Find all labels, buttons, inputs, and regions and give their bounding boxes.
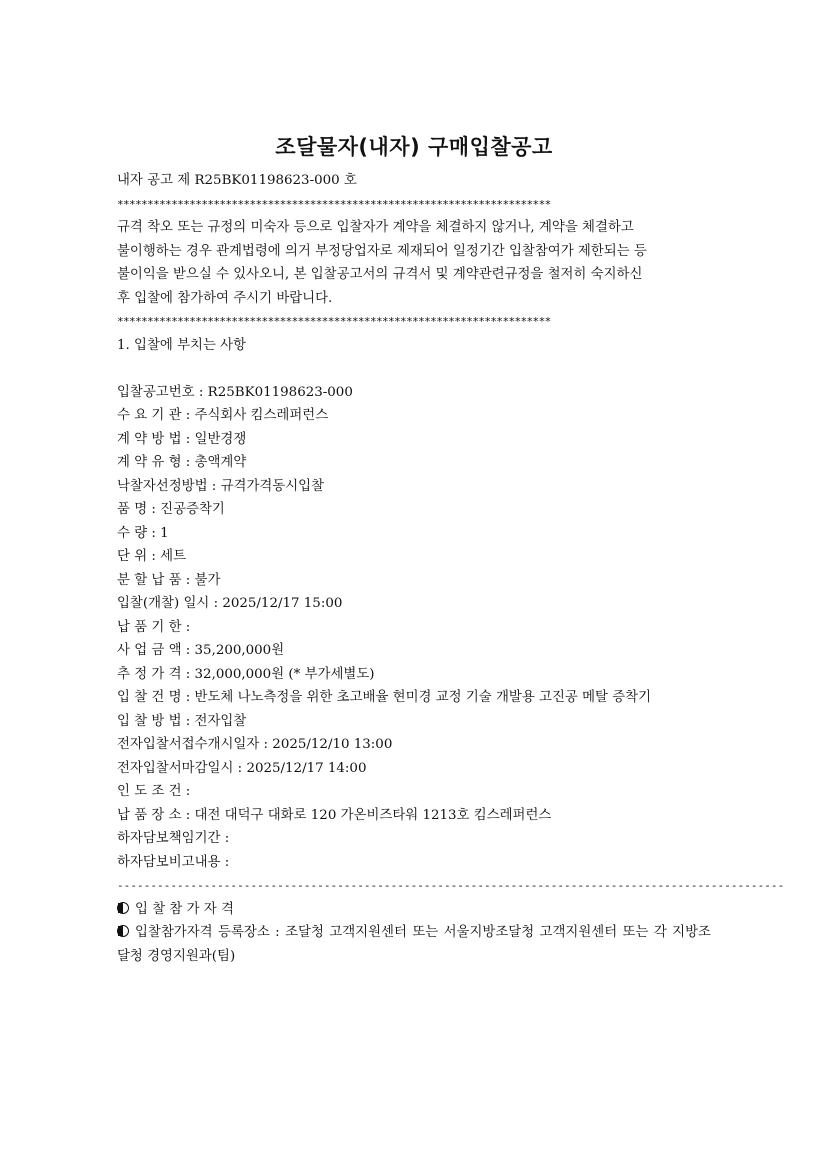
item-name: 품 명 : 진공증착기 xyxy=(117,502,225,517)
project-amount: 사 업 금 액 : 35,200,000원 xyxy=(117,643,285,658)
dash-divider: ---------------------------------------------------------------------------------------------------- xyxy=(117,879,785,892)
contract-method: 계 약 방 법 : 일반경쟁 xyxy=(117,431,247,447)
warning-line: 불이행하는 경우 관계법령에 의거 부정당업자로 제재되어 일정기간 입찰참여가 제한되는 등 xyxy=(117,243,647,259)
warning-line: 후 입찰에 참가하여 주시기 바랍니다. xyxy=(117,290,333,306)
bid-subject: 입 찰 건 명 : 반도체 나노측정을 위한 초고배율 현미경 교정 기술 개발용 고진공 메탈 증착기 xyxy=(117,690,652,705)
delivery-deadline: 납 품 기 한 : xyxy=(117,619,191,635)
warning-line: 규격 착오 또는 규정의 미숙자 등으로 입찰자가 계약을 체결하지 않거나, 계약을 체결하고 xyxy=(117,220,634,235)
qualification-heading: 입 찰 참 가 자 격 xyxy=(135,901,234,917)
qualification-text: 입찰참가자격 등록장소 : 조달청 고객지원센터 또는 서울지방조달청 고객지원센터 또는 각 지방조달청 경영지원과(팀) xyxy=(117,925,711,964)
document-page xyxy=(117,133,785,968)
warning-line: 불이익을 받으실 수 있사오니, 본 입찰공고서의 규격서 및 계약관련규정을 철저히 숙지하신 xyxy=(117,267,643,282)
bid-method: 입 찰 방 법 : 전자입찰 xyxy=(117,713,247,729)
qualification-heading-row xyxy=(117,898,711,922)
contract-type: 계 약 유 형 : 총액계약 xyxy=(117,455,247,470)
half-filled-circle-icon xyxy=(117,925,129,937)
unit: 단 위 : 세트 xyxy=(117,549,187,564)
warranty-remarks: 하자담보비고내용 : xyxy=(117,854,230,870)
section-heading: 1. 입찰에 부치는 사항 xyxy=(117,337,247,353)
half-filled-circle-icon xyxy=(117,902,129,914)
qualification-row xyxy=(117,921,711,968)
document-title: 조달물자(내자) 구매입찰공고 xyxy=(275,135,553,159)
star-divider-top: ************************************************************************ xyxy=(117,197,551,211)
spacer xyxy=(117,357,711,381)
warranty-period: 하자담보책임기간 : xyxy=(117,831,230,846)
demand-agency: 수 요 기 관 : 주식회사 킴스레퍼런스 xyxy=(117,408,329,423)
bid-notice-number: 입찰공고번호 : R25BK01198623-000 xyxy=(117,384,353,400)
notice-number: 내자 공고 제 R25BK01198623-000 호 xyxy=(117,173,357,188)
quantity: 수 량 : 1 xyxy=(117,525,169,541)
bid-opening-datetime: 입찰(개찰) 일시 : 2025/12/17 15:00 xyxy=(117,596,343,611)
delivery-place: 납 품 장 소 : 대전 대덕구 대화로 120 가온비즈타워 1213호 킴스레퍼런스 xyxy=(117,807,552,823)
e-bid-deadline: 전자입찰서마감일시 : 2025/12/17 14:00 xyxy=(117,760,367,776)
e-bid-start-date: 전자입찰서접수개시일자 : 2025/12/10 13:00 xyxy=(117,737,393,752)
star-divider-bottom: ************************************************************************ xyxy=(117,315,551,328)
winner-selection-method: 낙찰자선정방법 : 규격가격동시입찰 xyxy=(117,478,325,494)
delivery-terms: 인 도 조 건 : xyxy=(117,784,191,799)
split-delivery: 분 할 납 품 : 불가 xyxy=(117,572,221,588)
estimated-price: 추 정 가 격 : 32,000,000원 (* 부가세별도) xyxy=(117,666,375,682)
